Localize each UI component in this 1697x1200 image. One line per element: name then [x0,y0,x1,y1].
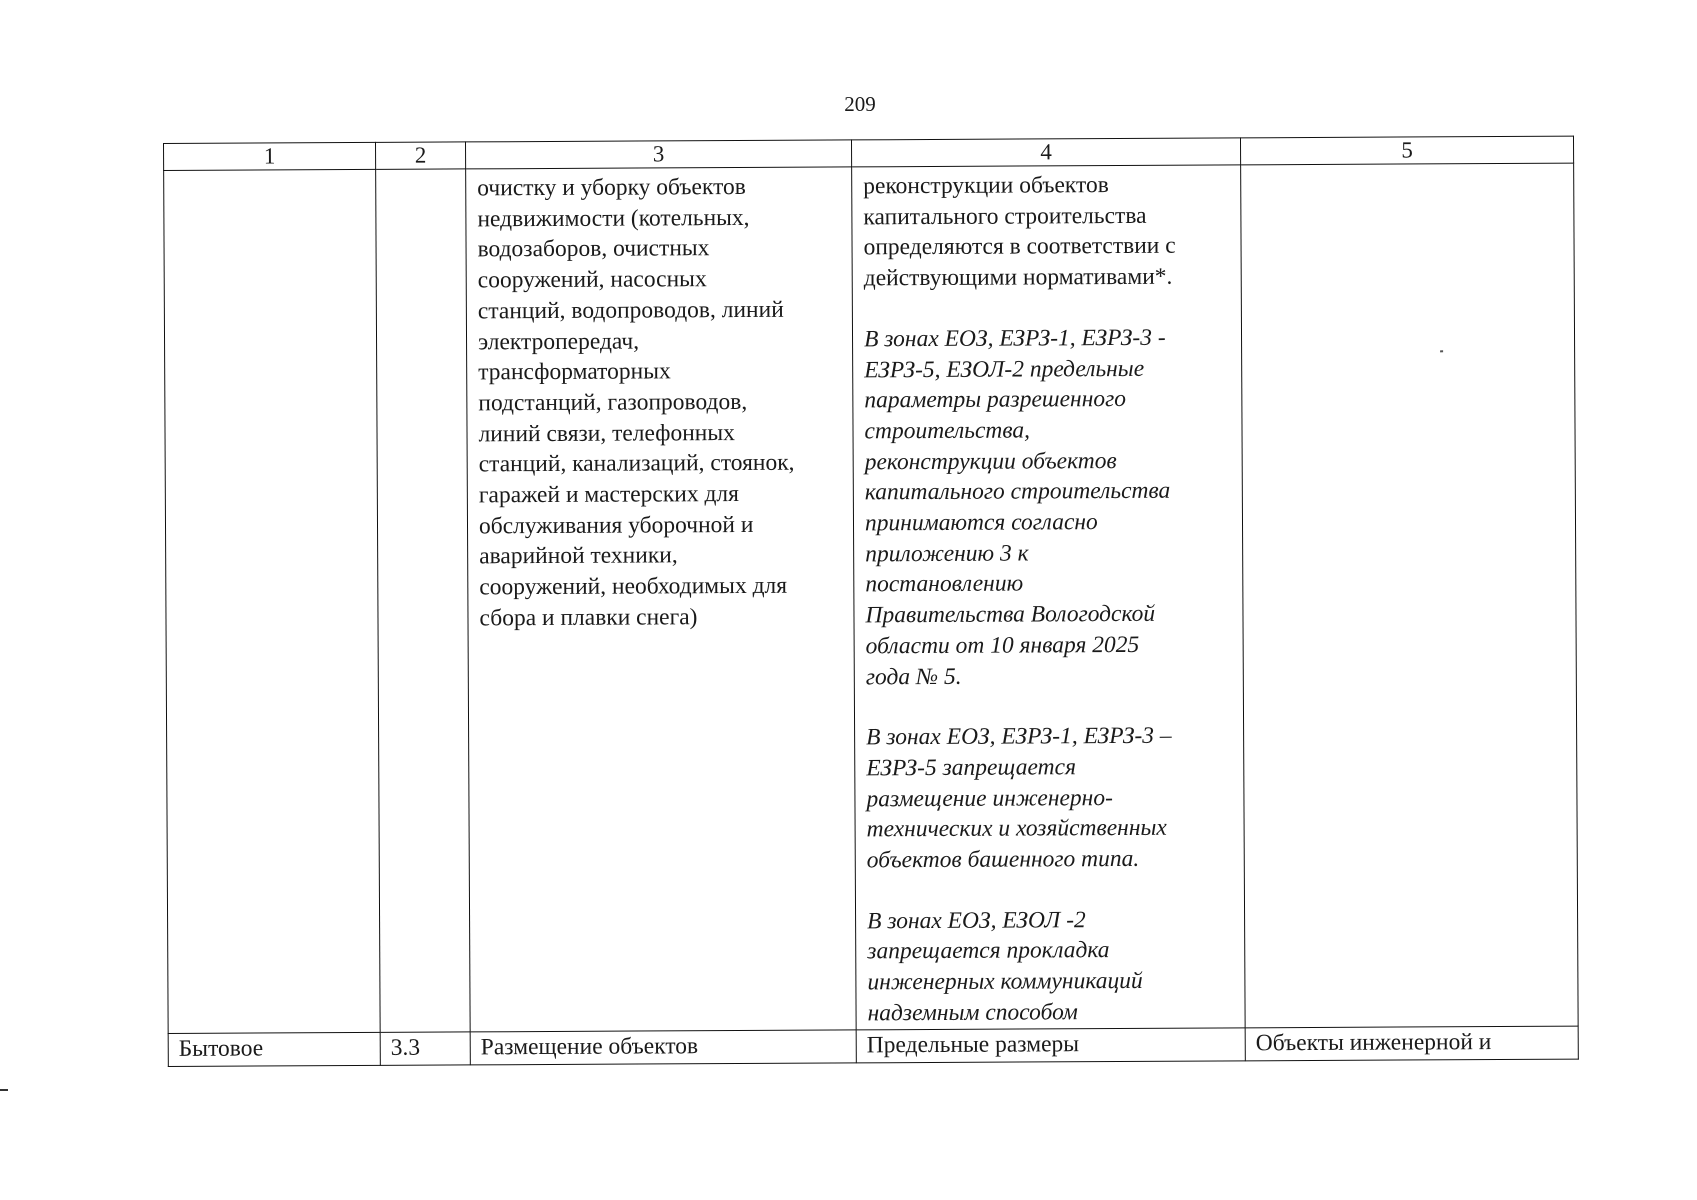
column-header-5: 5 [1240,136,1573,165]
cell-description-start: Размещение объектов [470,1029,856,1064]
page-number: 209 [844,92,876,116]
text-line: технических и хозяйственных [866,815,1167,843]
text-line: В зонах ЕОЗ, ЕЗРЗ-1, ЕЗРЗ-3 - [863,324,1166,353]
text-line: года № 5. [865,663,962,690]
cell-code: 3.3 [380,1031,470,1064]
cell-parameters-start: Предельные размеры [856,1027,1245,1062]
text-line: реконструкции объектов [864,447,1117,475]
text-line: надземным способом [867,999,1078,1027]
text-line: станций, канализаций, стоянок, [478,450,795,478]
text-line: размещение инженерно- [866,784,1113,812]
text-line: аварийной техники, [479,542,678,570]
table-row [168,1026,1578,1066]
text-line: принимаются согласно [864,509,1098,537]
zone-restriction-paragraph [867,904,1237,1029]
text-line: недвижимости (котельных, [477,204,750,233]
zone-restriction-paragraph [864,322,1235,692]
text-line: запрещается прокладка [867,937,1110,965]
text-line: сооружений, насосных [477,266,707,294]
document-table [163,136,1579,1067]
column-header-4: 4 [851,138,1240,167]
parameters-intro [863,169,1233,294]
column-header-3: 3 [465,140,851,169]
text-line: водозаборов, очистных [477,235,710,263]
text-line: реконструкции объектов [863,172,1109,200]
text-line: Правительства Вологодской [865,600,1156,629]
text-line: линий связи, телефонных [478,419,735,447]
text-line: ЕЗРЗ-5, ЕЗОЛ-2 предельные [864,355,1145,383]
text-line: строительства, [864,417,1031,445]
scan-speck [1440,350,1443,352]
text-line: В зонах ЕОЗ, ЕЗОЛ -2 [867,906,1086,935]
text-line: гаражей и мастерских для [478,481,739,509]
zone-restriction-paragraph [866,721,1236,876]
text-line: определяются в соответствии с [863,233,1176,261]
cell-col1-empty [164,169,381,1033]
text-line: очистку и уборку объектов [477,173,746,202]
text-line: инженерных коммуникаций [867,968,1143,996]
text-line: подстанций, газопроводов, [478,388,748,417]
table-row [164,163,1578,1033]
cell-use-type: Бытовое [168,1032,380,1066]
cell-col5-empty [1241,163,1579,1027]
column-header-2: 2 [375,142,465,169]
cell-col2-empty [376,169,471,1032]
text-line: параметры разрешенного [864,386,1127,414]
cell-activity-description [466,167,857,1032]
text-line: объектов башенного типа. [866,845,1140,874]
text-line: области от 10 января 2025 [865,631,1140,660]
text-line: В зонах ЕОЗ, ЕЗРЗ-1, ЕЗРЗ-3 – [866,722,1172,751]
text-line: обслуживания уборочной и [478,511,754,540]
parameters-text [852,165,1245,1029]
cell-parameters [852,165,1246,1030]
scan-edge-mark [0,1089,8,1091]
cell-objects-start: Объекты инженерной и [1245,1026,1578,1061]
text-line: трансформаторных [478,358,671,386]
text-line: сооружений, необходимых для [479,572,788,601]
text-line: сбора и плавки снега) [479,604,698,632]
text-line: постановлению [865,570,1024,598]
column-header-1: 1 [164,142,376,170]
text-line: станций, водопроводов, линий [477,296,784,325]
text-line: действующими нормативами*. [863,263,1173,292]
text-line: электропередач, [477,328,640,355]
text-line: приложению 3 к [865,540,1029,568]
text-line: капитального строительства [864,478,1171,506]
text-line: ЕЗРЗ-5 запрещается [866,754,1077,782]
text-line: капитального строительства [863,202,1147,231]
activity-description-text [466,167,853,634]
